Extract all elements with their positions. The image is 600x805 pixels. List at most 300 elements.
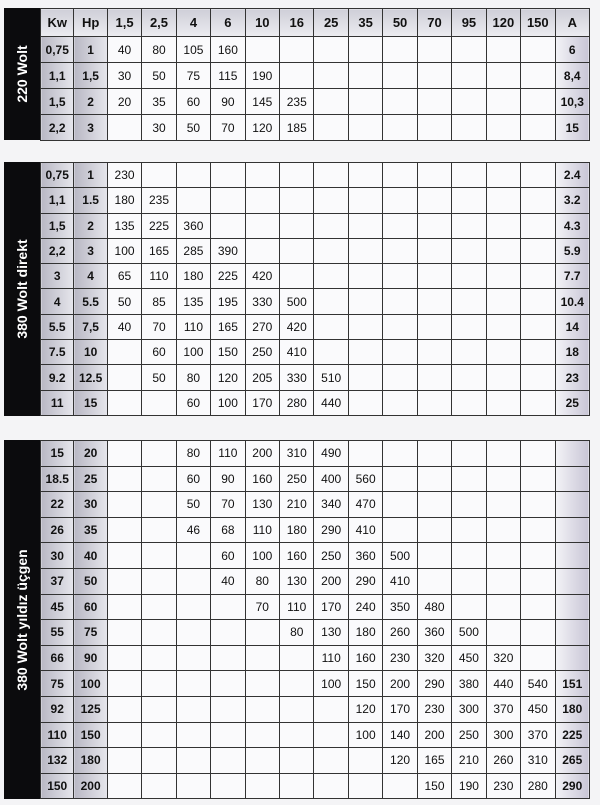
column-header: Kw [41, 9, 74, 37]
value-cell: 300 [452, 696, 486, 722]
column-header: Hp [74, 9, 107, 37]
value-cell [417, 466, 451, 492]
value-cell [417, 238, 451, 263]
value-cell [417, 213, 451, 238]
value-cell: 330 [245, 289, 279, 314]
value-cell [142, 696, 176, 722]
value-cell: 60 [176, 89, 210, 115]
value-cell [452, 594, 486, 620]
value-cell: 40 [107, 314, 141, 339]
ampere-cell: 180 [555, 696, 589, 722]
ampere-cell: 5.9 [555, 238, 589, 263]
value-cell [417, 340, 451, 365]
value-cell [211, 722, 245, 748]
value-cell [176, 773, 210, 799]
value-cell [521, 63, 555, 89]
table-row [41, 238, 590, 263]
value-cell [486, 543, 520, 569]
table-row [41, 163, 590, 188]
value-cell [521, 517, 555, 543]
value-cell [211, 748, 245, 774]
value-cell: 110 [280, 594, 314, 620]
value-cell [521, 188, 555, 213]
value-cell: 400 [314, 466, 348, 492]
value-cell: 100 [211, 390, 245, 415]
value-cell: 360 [348, 543, 382, 569]
value-cell [245, 773, 279, 799]
value-cell [280, 722, 314, 748]
value-cell [486, 517, 520, 543]
table-row [41, 620, 590, 646]
value-cell [417, 63, 451, 89]
value-cell [107, 340, 141, 365]
hp-cell: 3 [74, 115, 107, 141]
value-cell: 270 [245, 314, 279, 339]
value-cell [486, 289, 520, 314]
column-header: A [555, 9, 589, 37]
table-row [41, 594, 590, 620]
value-cell: 130 [280, 568, 314, 594]
value-cell [176, 543, 210, 569]
value-cell: 50 [142, 63, 176, 89]
value-cell [383, 163, 417, 188]
value-cell: 70 [142, 314, 176, 339]
hp-cell: 30 [74, 492, 107, 518]
value-cell [348, 748, 382, 774]
value-cell: 560 [348, 466, 382, 492]
hp-cell: 4 [74, 264, 107, 289]
value-cell [452, 543, 486, 569]
kw-cell: 0,75 [41, 163, 74, 188]
value-cell [417, 543, 451, 569]
column-header: 95 [452, 9, 486, 37]
value-cell [280, 37, 314, 63]
kw-cell: 15 [41, 441, 74, 467]
value-cell: 500 [280, 289, 314, 314]
value-cell: 35 [142, 89, 176, 115]
value-cell: 290 [314, 517, 348, 543]
value-cell [452, 63, 486, 89]
value-cell [176, 722, 210, 748]
hp-cell: 60 [74, 594, 107, 620]
value-cell: 100 [348, 722, 382, 748]
value-cell [107, 620, 141, 646]
value-cell [314, 314, 348, 339]
hp-cell: 1 [74, 163, 107, 188]
kw-cell: 4 [41, 289, 74, 314]
value-cell [521, 340, 555, 365]
value-cell [417, 441, 451, 467]
section-label-band [4, 8, 40, 140]
value-cell: 280 [521, 773, 555, 799]
ampere-cell: 25 [555, 390, 589, 415]
value-cell [176, 568, 210, 594]
value-cell: 80 [176, 365, 210, 390]
kw-cell: 2,2 [41, 238, 74, 263]
value-cell: 115 [211, 63, 245, 89]
value-cell [486, 594, 520, 620]
value-cell: 450 [521, 696, 555, 722]
value-cell [348, 390, 382, 415]
section-380-wolt-yildiz-ucgen [4, 440, 590, 799]
value-cell: 180 [107, 188, 141, 213]
value-cell: 250 [452, 722, 486, 748]
value-cell [452, 37, 486, 63]
value-cell [211, 163, 245, 188]
value-cell [383, 365, 417, 390]
kw-cell: 45 [41, 594, 74, 620]
value-cell [383, 115, 417, 141]
value-cell: 450 [452, 645, 486, 671]
value-cell: 370 [486, 696, 520, 722]
ampere-cell [555, 466, 589, 492]
value-cell [176, 696, 210, 722]
value-cell [107, 365, 141, 390]
value-cell [245, 696, 279, 722]
value-cell [486, 492, 520, 518]
value-cell: 200 [314, 568, 348, 594]
ampere-cell [555, 568, 589, 594]
value-cell [280, 213, 314, 238]
value-cell [452, 340, 486, 365]
value-cell [521, 163, 555, 188]
value-cell [417, 517, 451, 543]
kw-cell: 30 [41, 543, 74, 569]
ampere-cell: 225 [555, 722, 589, 748]
kw-cell: 0,75 [41, 37, 74, 63]
value-cell: 230 [417, 696, 451, 722]
hp-cell: 90 [74, 645, 107, 671]
value-cell: 200 [417, 722, 451, 748]
ampere-cell: 8,4 [555, 63, 589, 89]
value-cell [417, 365, 451, 390]
value-cell: 150 [417, 773, 451, 799]
value-cell [486, 89, 520, 115]
value-cell [314, 773, 348, 799]
value-cell: 190 [452, 773, 486, 799]
table-row [41, 441, 590, 467]
value-cell [211, 620, 245, 646]
value-cell: 145 [245, 89, 279, 115]
value-cell [383, 492, 417, 518]
ampere-cell: 10,3 [555, 89, 589, 115]
table-row [41, 390, 590, 415]
hp-cell: 7,5 [74, 314, 107, 339]
value-cell: 65 [107, 264, 141, 289]
table-row [41, 671, 590, 697]
value-cell [314, 37, 348, 63]
kw-cell: 5.5 [41, 314, 74, 339]
value-cell [521, 441, 555, 467]
kw-cell: 92 [41, 696, 74, 722]
kw-cell: 7.5 [41, 340, 74, 365]
value-cell [452, 188, 486, 213]
value-cell [142, 594, 176, 620]
hp-cell: 12.5 [74, 365, 107, 390]
value-cell [452, 390, 486, 415]
value-cell [280, 671, 314, 697]
value-cell [245, 645, 279, 671]
value-cell [107, 748, 141, 774]
kw-cell: 18.5 [41, 466, 74, 492]
value-cell [452, 289, 486, 314]
table-row [41, 466, 590, 492]
value-cell [314, 188, 348, 213]
ampere-cell: 3.2 [555, 188, 589, 213]
value-cell [211, 213, 245, 238]
value-cell: 410 [383, 568, 417, 594]
value-cell [107, 115, 141, 141]
value-cell: 250 [280, 466, 314, 492]
value-cell: 105 [176, 37, 210, 63]
value-cell: 310 [521, 748, 555, 774]
value-cell [521, 645, 555, 671]
value-cell [245, 238, 279, 263]
value-cell [452, 314, 486, 339]
section-label: 220 Wolt [14, 45, 30, 103]
column-header: 150 [521, 9, 555, 37]
value-cell [211, 594, 245, 620]
value-cell [176, 188, 210, 213]
value-cell: 90 [211, 466, 245, 492]
value-cell: 470 [348, 492, 382, 518]
value-cell [521, 264, 555, 289]
value-cell: 80 [142, 37, 176, 63]
value-cell: 360 [176, 213, 210, 238]
value-cell [486, 63, 520, 89]
value-cell: 350 [383, 594, 417, 620]
value-cell: 290 [348, 568, 382, 594]
value-cell [383, 89, 417, 115]
value-cell: 150 [348, 671, 382, 697]
value-cell: 440 [314, 390, 348, 415]
value-cell: 70 [245, 594, 279, 620]
column-header: 25 [314, 9, 348, 37]
kw-cell: 110 [41, 722, 74, 748]
value-cell [452, 492, 486, 518]
value-cell [383, 517, 417, 543]
kw-cell: 1,5 [41, 213, 74, 238]
value-cell [211, 188, 245, 213]
hp-cell: 5.5 [74, 289, 107, 314]
ampere-cell: 4.3 [555, 213, 589, 238]
value-cell [417, 89, 451, 115]
value-cell: 120 [211, 365, 245, 390]
value-cell [107, 466, 141, 492]
value-cell: 135 [176, 289, 210, 314]
value-cell [383, 773, 417, 799]
section-220-wolt [4, 8, 590, 140]
table-380-wolt-yildiz-ucgen [40, 440, 590, 799]
value-cell [280, 188, 314, 213]
value-cell [452, 163, 486, 188]
hp-cell: 125 [74, 696, 107, 722]
value-cell [452, 213, 486, 238]
value-cell [383, 340, 417, 365]
value-cell [521, 289, 555, 314]
value-cell [245, 37, 279, 63]
value-cell: 165 [417, 748, 451, 774]
hp-cell: 25 [74, 466, 107, 492]
table-row [41, 289, 590, 314]
value-cell [348, 115, 382, 141]
value-cell: 235 [142, 188, 176, 213]
value-cell: 250 [314, 543, 348, 569]
value-cell: 50 [142, 365, 176, 390]
value-cell [176, 645, 210, 671]
value-cell [417, 568, 451, 594]
value-cell [314, 340, 348, 365]
value-cell [348, 37, 382, 63]
value-cell [280, 238, 314, 263]
ampere-cell [555, 645, 589, 671]
ampere-cell [555, 517, 589, 543]
value-cell: 20 [107, 89, 141, 115]
value-cell: 60 [176, 390, 210, 415]
value-cell [211, 645, 245, 671]
hp-cell: 1,5 [74, 63, 107, 89]
value-cell [486, 213, 520, 238]
ampere-cell: 265 [555, 748, 589, 774]
hp-cell: 2 [74, 89, 107, 115]
kw-cell: 2,2 [41, 115, 74, 141]
value-cell [521, 594, 555, 620]
value-cell [176, 671, 210, 697]
value-cell [142, 466, 176, 492]
value-cell [486, 365, 520, 390]
value-cell: 250 [245, 340, 279, 365]
value-cell [280, 773, 314, 799]
hp-cell: 2 [74, 213, 107, 238]
value-cell [314, 696, 348, 722]
value-cell: 160 [245, 466, 279, 492]
table-row [41, 213, 590, 238]
value-cell: 80 [176, 441, 210, 467]
value-cell: 46 [176, 517, 210, 543]
ampere-cell [555, 543, 589, 569]
value-cell: 60 [142, 340, 176, 365]
value-cell [383, 264, 417, 289]
value-cell [348, 773, 382, 799]
table-row [41, 37, 590, 63]
value-cell: 30 [107, 63, 141, 89]
ampere-cell: 18 [555, 340, 589, 365]
value-cell [486, 568, 520, 594]
value-cell [314, 289, 348, 314]
table-row [41, 264, 590, 289]
ampere-cell [555, 492, 589, 518]
section-label: 380 Wolt yıldız üçgen [14, 548, 30, 691]
value-cell: 170 [383, 696, 417, 722]
section-380-wolt-direkt [4, 162, 590, 416]
value-cell [452, 466, 486, 492]
column-header: 2,5 [142, 9, 176, 37]
value-cell [521, 620, 555, 646]
hp-cell: 10 [74, 340, 107, 365]
value-cell [452, 441, 486, 467]
hp-cell: 180 [74, 748, 107, 774]
value-cell: 410 [280, 340, 314, 365]
value-cell: 225 [142, 213, 176, 238]
value-cell: 210 [452, 748, 486, 774]
value-cell [486, 238, 520, 263]
value-cell [348, 365, 382, 390]
value-cell: 70 [211, 492, 245, 518]
value-cell: 75 [176, 63, 210, 89]
table-row [41, 492, 590, 518]
value-cell [280, 63, 314, 89]
value-cell [348, 163, 382, 188]
column-header: 10 [245, 9, 279, 37]
value-cell [521, 568, 555, 594]
hp-cell: 1.5 [74, 188, 107, 213]
value-cell [245, 748, 279, 774]
ampere-cell: 14 [555, 314, 589, 339]
table-row [41, 188, 590, 213]
table-row [41, 89, 590, 115]
value-cell [107, 594, 141, 620]
value-cell [176, 748, 210, 774]
value-cell [245, 213, 279, 238]
value-cell: 70 [211, 115, 245, 141]
value-cell: 540 [521, 671, 555, 697]
column-header: 16 [280, 9, 314, 37]
value-cell [383, 466, 417, 492]
value-cell [245, 722, 279, 748]
column-header: 6 [211, 9, 245, 37]
ampere-cell: 15 [555, 115, 589, 141]
value-cell [383, 289, 417, 314]
value-cell: 100 [176, 340, 210, 365]
hp-cell: 50 [74, 568, 107, 594]
value-cell: 285 [176, 238, 210, 263]
value-cell [142, 671, 176, 697]
value-cell [142, 620, 176, 646]
value-cell: 110 [314, 645, 348, 671]
value-cell [452, 115, 486, 141]
value-cell: 170 [314, 594, 348, 620]
value-cell [383, 238, 417, 263]
value-cell [314, 89, 348, 115]
value-cell [280, 264, 314, 289]
hp-cell: 1 [74, 37, 107, 63]
value-cell [486, 264, 520, 289]
value-cell [521, 314, 555, 339]
value-cell: 30 [142, 115, 176, 141]
value-cell [142, 773, 176, 799]
value-cell: 120 [348, 696, 382, 722]
value-cell [107, 696, 141, 722]
value-cell [107, 722, 141, 748]
value-cell: 100 [107, 238, 141, 263]
kw-cell: 66 [41, 645, 74, 671]
kw-cell: 132 [41, 748, 74, 774]
value-cell: 80 [245, 568, 279, 594]
value-cell [452, 365, 486, 390]
value-cell: 110 [245, 517, 279, 543]
value-cell: 380 [452, 671, 486, 697]
ampere-cell [555, 441, 589, 467]
table-row [41, 340, 590, 365]
value-cell [314, 163, 348, 188]
value-cell [142, 543, 176, 569]
value-cell [107, 390, 141, 415]
value-cell: 165 [211, 314, 245, 339]
value-cell [383, 213, 417, 238]
value-cell [142, 568, 176, 594]
value-cell [417, 188, 451, 213]
value-cell [314, 115, 348, 141]
